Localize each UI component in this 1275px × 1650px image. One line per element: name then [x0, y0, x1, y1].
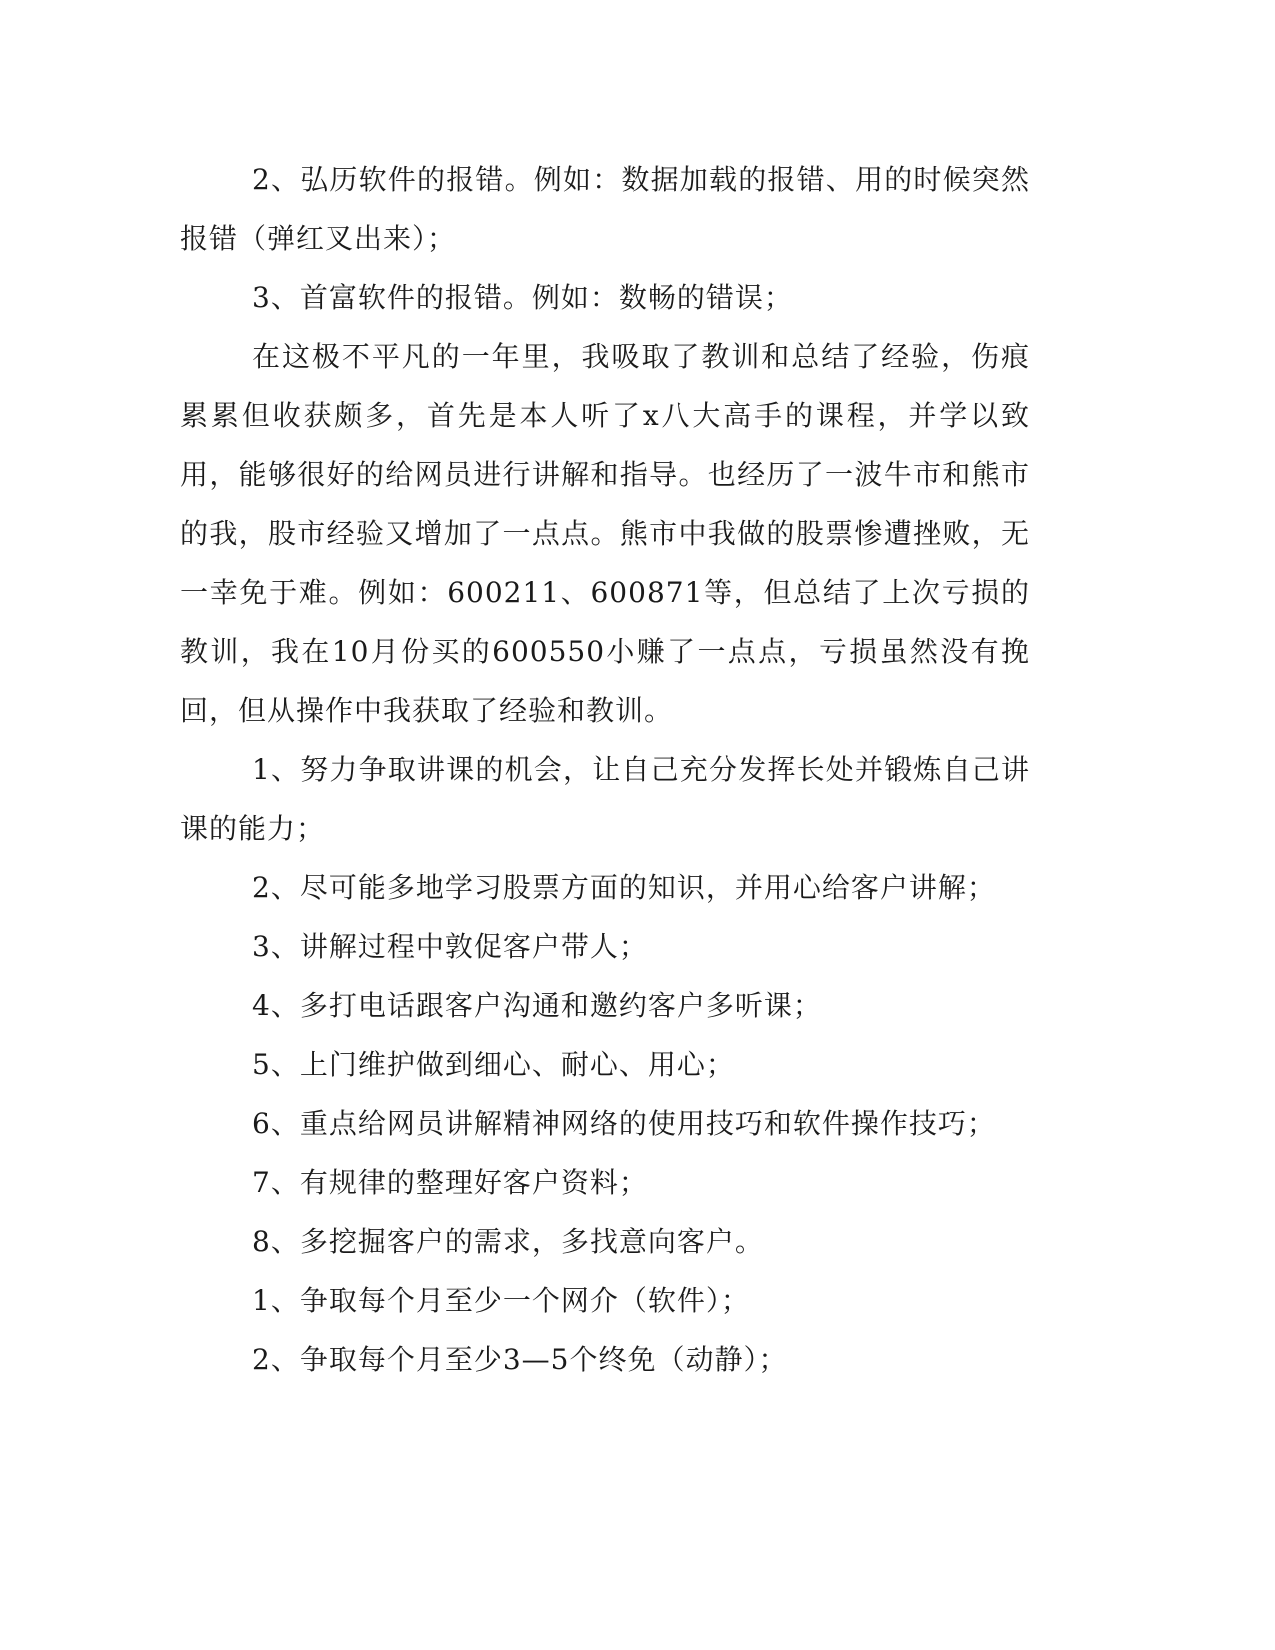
paragraph: 4、多打电话跟客户沟通和邀约客户多听课；: [252, 989, 822, 1022]
paragraph: 2、弘历软件的报错。例如：数据加载的报错、用的时候突然报错（弹红叉出来）；: [180, 163, 1030, 255]
document-body: [180, 150, 1030, 1389]
paragraph: 3、首富软件的报错。例如：数畅的错误；: [252, 281, 793, 314]
paragraph: 在这极不平凡的一年里，我吸取了教训和总结了经验，伤痕累累但收获颇多，首先是本人听了x八大高手的课程，并学以致用，能够很好的给网员进行讲解和指导。也经历了一波牛市和熊市的我，股市经验又增加了一点点。熊市中我做的股票惨遭挫败，无一幸免于难。例如：600211、600871等，但总结了上次亏损的教训，我在10月份买的600550小赚了一点点，亏损虽然没有挽回，但从操作中我获取了经验和教训。: [180, 340, 1030, 727]
paragraph: 6、重点给网员讲解精神网络的使用技巧和软件操作技巧；: [252, 1107, 996, 1140]
paragraph: 5、上门维护做到细心、耐心、用心；: [252, 1048, 735, 1081]
paragraph: 2、尽可能多地学习股票方面的知识，并用心给客户讲解；: [252, 871, 996, 904]
paragraph: 2、争取每个月至少3—5个终免（动静）；: [252, 1343, 788, 1376]
paragraph: 1、争取每个月至少一个网介（软件）；: [252, 1284, 750, 1317]
paragraph: 8、多挖掘客户的需求，多找意向客户。: [252, 1225, 764, 1258]
paragraph: 3、讲解过程中敦促客户带人；: [252, 930, 648, 963]
paragraph: 1、努力争取讲课的机会，让自己充分发挥长处并锻炼自己讲课的能力；: [180, 753, 1030, 845]
paragraph: 7、有规律的整理好客户资料；: [252, 1166, 648, 1199]
